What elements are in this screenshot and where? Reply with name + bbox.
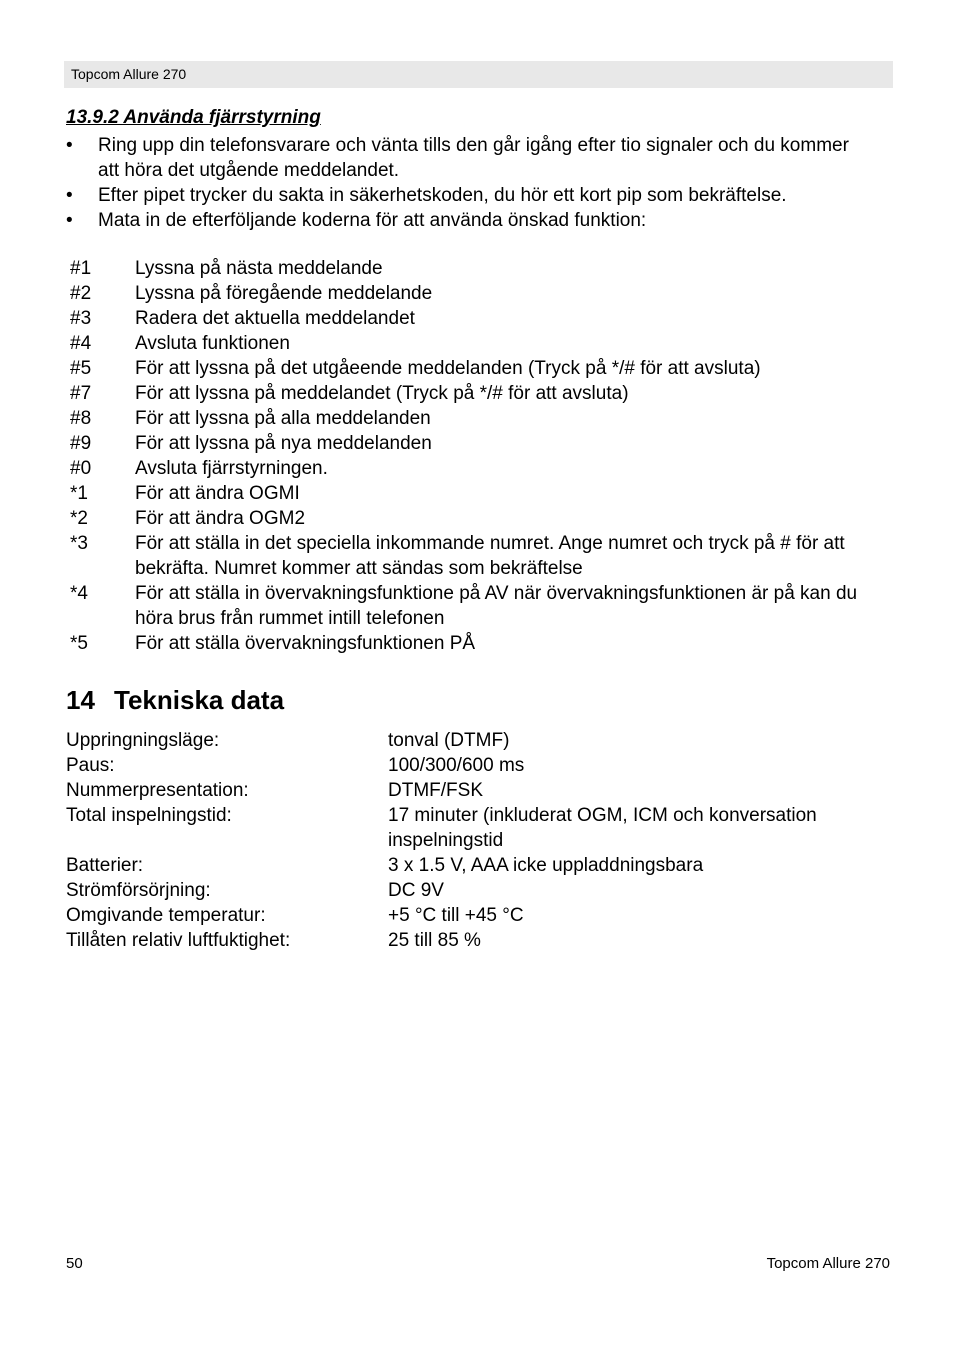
spec-value: tonval (DTMF) (388, 730, 510, 751)
spec-value: 25 till 85 % (388, 930, 481, 951)
spec-row (66, 903, 886, 928)
code-row (70, 631, 900, 656)
spec-value: 3 x 1.5 V, AAA icke uppladdningsbara (388, 855, 704, 876)
spec-label: Total inspelningstid: (66, 805, 232, 826)
spec-value: DTMF/FSK (388, 780, 483, 801)
spec-row (66, 853, 886, 878)
code-description: För att ändra OGMI (135, 483, 300, 504)
code-key: *5 (70, 633, 88, 654)
spec-row (66, 803, 886, 853)
code-row (70, 281, 900, 306)
code-row (70, 506, 900, 531)
header-bar (64, 61, 893, 88)
section-title: Tekniska data (114, 685, 285, 715)
spec-row (66, 878, 886, 903)
code-row (70, 431, 900, 456)
spec-label: Batterier: (66, 855, 144, 876)
spec-label: Nummerpresentation: (66, 780, 249, 801)
bullet-symbol: • (66, 185, 73, 206)
code-row (70, 331, 900, 356)
code-description: Avsluta fjärrstyrningen. (135, 458, 328, 479)
spec-value: 100/300/600 ms (388, 755, 525, 776)
header-title: Topcom Allure 270 (71, 66, 187, 82)
code-description: För att ändra OGM2 (135, 508, 306, 529)
code-key: #9 (70, 433, 92, 454)
code-description: För att lyssna på nya meddelanden (135, 433, 432, 454)
code-description: Radera det aktuella meddelandet (135, 308, 415, 329)
spec-row (66, 778, 886, 803)
bullet-item (66, 208, 866, 233)
bullet-item (66, 183, 866, 208)
code-description: För att ställa in det speciella inkommande numret. Ange numret och tryck på # för att bekräfta. Numret kommer att sändas som bekräftelse (135, 533, 845, 579)
code-key: #7 (70, 383, 92, 404)
code-key: #0 (70, 458, 92, 479)
spec-table (66, 728, 886, 953)
code-key: #3 (70, 308, 92, 329)
footer-brand: Topcom Allure 270 (766, 1255, 890, 1272)
remote-code-list (70, 256, 900, 656)
code-description: För att lyssna på det utgåeende meddelanden (Tryck på */# för att avsluta) (135, 358, 761, 379)
spec-value: +5 °C till +45 °C (388, 905, 524, 926)
bullet-list (66, 133, 866, 233)
section-heading (66, 685, 284, 716)
code-key: #2 (70, 283, 92, 304)
bullet-symbol: • (66, 135, 73, 156)
code-key: #8 (70, 408, 92, 429)
code-row (70, 406, 900, 431)
code-key: #4 (70, 333, 92, 354)
spec-label: Uppringningsläge: (66, 730, 220, 751)
spec-row (66, 753, 886, 778)
code-row (70, 306, 900, 331)
bullet-text: Mata in de efterföljande koderna för att använda önskad funktion: (98, 210, 647, 231)
code-row (70, 256, 900, 281)
code-key: *1 (70, 483, 88, 504)
spec-row (66, 728, 886, 753)
spec-label: Tillåten relativ luftfuktighet: (66, 930, 291, 951)
page-number: 50 (66, 1255, 83, 1272)
spec-value: 17 minuter (inkluderat OGM, ICM och konversation inspelningstid (388, 805, 817, 851)
spec-label: Paus: (66, 755, 115, 776)
code-description: Lyssna på föregående meddelande (135, 283, 433, 304)
code-row (70, 381, 900, 406)
subsection-title: 13.9.2 Använda fjärrstyrning (66, 107, 321, 128)
code-description: Avsluta funktionen (135, 333, 290, 354)
code-description: För att ställa in övervakningsfunktione på AV när övervakningsfunktionen är på kan du höra brus från rummet intill telefonen (135, 583, 858, 629)
code-row (70, 356, 900, 381)
code-key: #1 (70, 258, 92, 279)
spec-row (66, 928, 886, 953)
code-key: *2 (70, 508, 88, 529)
code-key: *4 (70, 583, 88, 604)
spec-label: Strömförsörjning: (66, 880, 211, 901)
code-description: För att lyssna på alla meddelanden (135, 408, 431, 429)
code-row (70, 481, 900, 506)
bullet-item (66, 133, 866, 183)
bullet-text: Ring upp din telefonsvarare och vänta tills den går igång efter tio signaler och du kommer att höra det utgående meddelandet. (98, 135, 849, 181)
code-key: *3 (70, 533, 88, 554)
code-row (70, 531, 900, 581)
code-row (70, 456, 900, 481)
section-number: 14 (66, 685, 95, 715)
code-row (70, 581, 900, 631)
spec-label: Omgivande temperatur: (66, 905, 266, 926)
code-description: För att ställa övervakningsfunktionen PÅ (135, 633, 476, 654)
bullet-text: Efter pipet trycker du sakta in säkerhetskoden, du hör ett kort pip som bekräftelse. (98, 185, 787, 206)
code-key: #5 (70, 358, 92, 379)
spec-value: DC 9V (388, 880, 444, 901)
code-description: För att lyssna på meddelandet (Tryck på */# för att avsluta) (135, 383, 629, 404)
bullet-symbol: • (66, 210, 73, 231)
code-description: Lyssna på nästa meddelande (135, 258, 383, 279)
